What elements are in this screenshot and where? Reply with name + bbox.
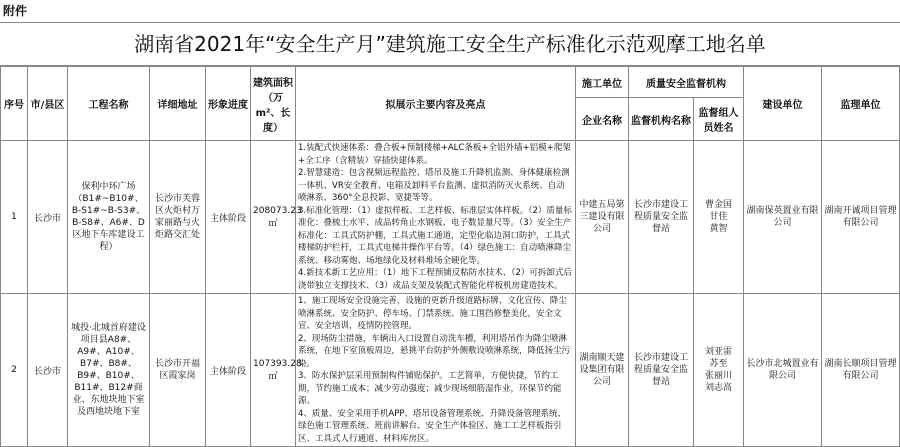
cell-progress: 主体阶段 <box>206 141 251 294</box>
header-enterprise-name: 企业名称 <box>576 98 629 141</box>
leader-name: 苏至 <box>709 359 728 369</box>
highlight-line: 2.智慧建造：包含视频远程监控、塔吊及施工升降机监测、身体健康检测一体机、VR安全教育、电箱及卸料平台监测、虚拟消防灭火系统、自动喷淋系、360°全息投影、宽捷等等。 <box>298 168 570 203</box>
cell-highlights <box>296 294 576 447</box>
project-table <box>0 66 900 447</box>
attachment-label: 附件 <box>3 4 28 18</box>
cell-area: 208073.23㎡ <box>251 141 296 294</box>
highlight-line: 2、现场防尘措施，车辆出入口设置自动洗车槽，利用塔吊作为降尘喷淋系统，在地下室顶板周边，悬挑平台防护外侧敷设喷淋系统，降低扬尘污染。 <box>298 333 571 369</box>
cell-city: 长沙市 <box>28 294 68 447</box>
highlight-line: 4.新技术新工艺应用：（1）地下工程预铺反粘防水技术、（2）可拆卸式后浇带独立支撑技术、（3）成品支架及装配式智能化样板机房建造技术。 <box>298 268 572 291</box>
leader-name: 黄智 <box>709 224 728 234</box>
header-address: 详细地址 <box>150 67 206 141</box>
cell-supervision-leader <box>694 141 744 294</box>
header-progress: 形象进度 <box>206 67 251 141</box>
cell-project: 城投·北城首府建设项目县A8#、A9#、A10#、B7#、B8#、B9#、B10#、B11#、B12#商业、东地块地下室及西地块地下室 <box>68 294 150 447</box>
highlight-line: 1、施工现场安全设施完善，设施的更新升级道路标牌、文化宣传、降尘喷淋系统、安全防护、停车场、门禁系统、施工围挡修整美化，安全文宣、安全培训，疫情防控管理。 <box>298 296 567 331</box>
cell-seq: 1 <box>1 141 28 294</box>
highlight-line: 3、防水保护层采用预制构件铺贴保护。工艺简单，方便快捷，节约工期，节约施工成本；减少劳动强度；减少现场细筋湿作业，环保节约能源。 <box>298 371 562 406</box>
header-supervision-org-name: 监督机构名称 <box>629 98 694 141</box>
header-area: 建筑面积（万m²、长度） <box>251 67 296 141</box>
header-developer: 建设单位 <box>744 67 822 141</box>
cell-developer: 长沙市北城置业有限公司 <box>744 294 822 447</box>
cell-city: 长沙市 <box>28 141 68 294</box>
cell-address: 长沙市开福区霞家岗 <box>150 294 206 447</box>
cell-supervision-leader <box>694 294 744 447</box>
leader-name: 刘志高 <box>704 383 732 393</box>
header-supervisor: 监理单位 <box>822 67 900 141</box>
header-supervision-org: 质量安全监督机构 <box>629 67 744 98</box>
cell-supervisor: 湖南开诚项目管理有限公司 <box>822 141 900 294</box>
highlight-line: 1.装配式快速体系：叠合板+预制楼梯+ALC条板+全铝外墙+铝模+爬架+全工序（含精装）穿插快建体系。 <box>298 143 571 166</box>
leader-name: 曹金国 <box>704 200 732 210</box>
table-row <box>1 294 900 447</box>
cell-developer: 湖南保英置业有限公司 <box>744 141 822 294</box>
cell-supervision-org: 长沙市建设工程质量安全监督站 <box>629 294 694 447</box>
table-row <box>1 141 900 294</box>
cell-supervisor: 湖南长顺项目管理有限公司 <box>822 294 900 447</box>
cell-project: 保利中环广场（B1#~B10#、B-S1#~B-S3#、B-S8#、A6#、D区地下车库建设工程） <box>68 141 150 294</box>
header-city: 市/县区 <box>28 67 68 141</box>
cell-area: 107393.28㎡ <box>251 294 296 447</box>
cell-seq: 2 <box>1 294 28 447</box>
leader-name: 甘佳 <box>709 212 728 222</box>
cell-address: 长沙市芙蓉区火炬村万家丽路与火炬路交汇处 <box>150 141 206 294</box>
cell-highlights <box>296 141 576 294</box>
header-supervision-leader: 监督组人员姓名 <box>694 98 744 141</box>
cell-supervision-org: 长沙市建设工程质量安全监督站 <box>629 141 694 294</box>
cell-enterprise: 湖南顺天建设集团有限公司 <box>576 294 629 447</box>
header-project: 工程名称 <box>68 67 150 141</box>
leader-name: 刘亚雷 <box>704 347 732 357</box>
document-title: 湖南省2021年“安全生产月”建筑施工安全生产标准化示范观摩工地名单 <box>0 22 900 66</box>
header-highlights: 拟展示主要内容及亮点 <box>296 67 576 141</box>
highlight-line: 3.标准化管理：（1）虚拟样板、工艺样板、标准层实体样板。（2）质量标准化：叠梳土水平、成品转角止水钢板、电子数显量尺等。（3）安全生产标准化：工具式防护棚，工具式施工通道，定型化临边洞口防护，工具式楼梯防护栏杆，工具式电梯井操作平台等。（4）绿色施工：自动喷淋降尘系统、移动雾炮、场地绿化及材料堆场全硬化等。 <box>298 205 572 266</box>
leader-name: 张丽川 <box>704 371 732 381</box>
header-seq: 序号 <box>1 67 28 141</box>
cell-progress: 主体阶段 <box>206 294 251 447</box>
highlight-line: 4、质量、安全采用手机APP、塔吊设备管理系统、升降设备管理系统、绿色施工管理系统、班前讲解台、安全生产体验区、施工工艺样板指引区、工具式人行通道、材料库房区。 <box>298 408 566 444</box>
cell-enterprise: 中建五局第三建设有限公司 <box>576 141 629 294</box>
header-construction-unit: 施工单位 <box>576 67 629 98</box>
